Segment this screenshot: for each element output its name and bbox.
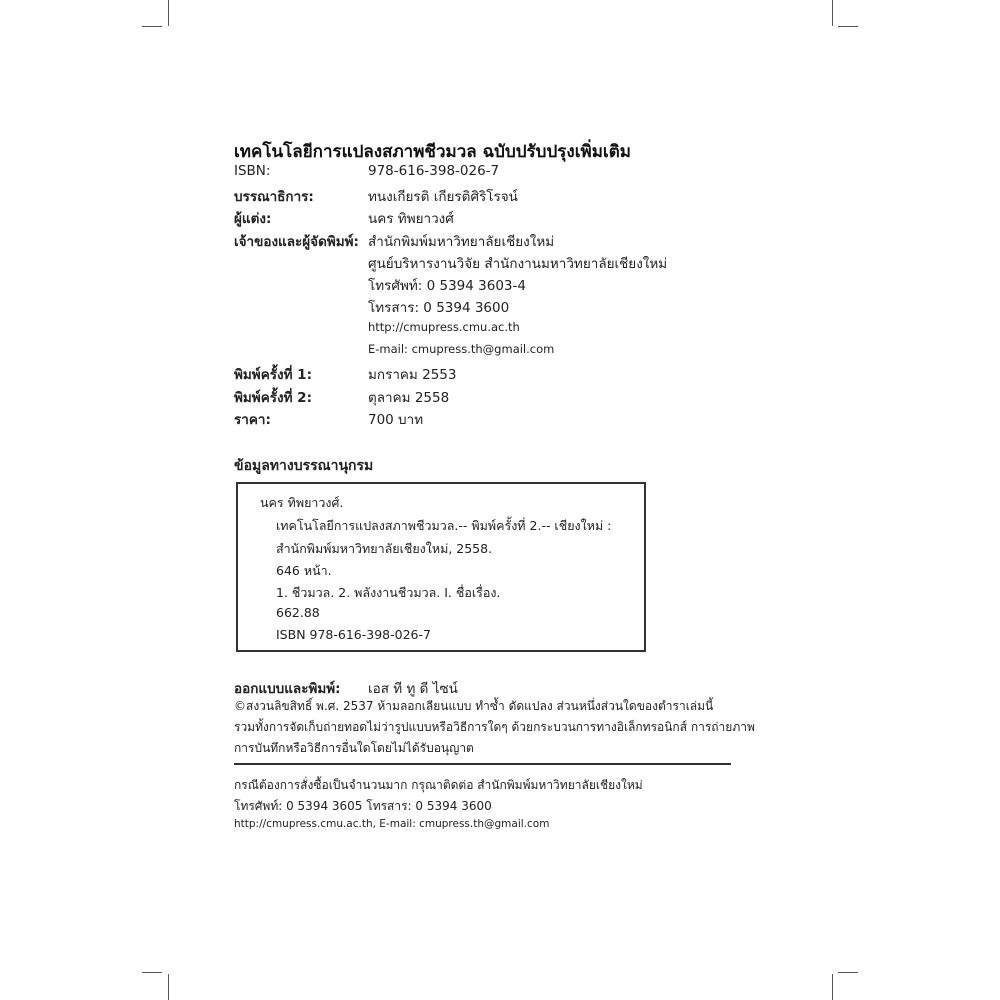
detail-label: ราคา: [234, 412, 271, 428]
catalog-line: เทคโนโลยีการแปลงสภาพชีวมวล.-- พิมพ์ครั้งที่ 2.-- เชียงใหม่ : [276, 518, 612, 533]
copyright-line: รวมทั้งการจัดเก็บถ่ายทอดไม่ว่ารูปแบบหรือวิธีการใดๆ ด้วยกระบวนการทางอิเล็กทรอนิกส์ การถ่ายภาพ [234, 720, 755, 734]
design-label: ออกแบบและพิมพ์: [234, 681, 341, 697]
detail-value: โทรศัพท์: 0 5394 3603-4 [368, 278, 526, 294]
detail-label: บรรณาธิการ: [234, 189, 314, 205]
detail-value: 978-616-398-026-7 [368, 163, 500, 179]
copyright-notice [234, 696, 755, 759]
catalog-line: สำนักพิมพ์มหาวิทยาลัยเชียงใหม่, 2558. [276, 541, 493, 556]
email-link[interactable]: E-mail: cmupress.th@gmail.com [368, 342, 555, 356]
order-info-line: กรณีต้องการสั่งซื้อเป็นจำนวนมาก กรุณาติดต่อ สำนักพิมพ์มหาวิทยาลัยเชียงใหม่ [234, 778, 643, 792]
crop-mark-bottom-left [168, 974, 169, 1000]
detail-value: ตุลาคม 2558 [368, 390, 450, 406]
detail-value: นคร ทิพยาวงศ์ [368, 211, 454, 227]
copyright-line: การบันทึกหรือวิธีการอื่นใดโดยไม่ได้รับอนุญาต [234, 741, 474, 755]
detail-value: 700 บาท [368, 412, 424, 428]
detail-label: พิมพ์ครั้งที่ 2: [234, 390, 312, 406]
detail-value: สำนักพิมพ์มหาวิทยาลัยเชียงใหม่ [368, 234, 555, 250]
order-contact-links[interactable]: http://cmupress.cmu.ac.th, E-mail: cmupress.th@gmail.com [234, 818, 550, 830]
catalog-line: นคร ทิพยาวงศ์. [260, 495, 344, 510]
crop-mark-bottom-right [832, 974, 833, 1000]
crop-mark-right-bottom [838, 972, 858, 973]
detail-label: ผู้แต่ง: [234, 211, 272, 227]
catalog-line: 662.88 [276, 605, 320, 620]
detail-value: โทรสาร: 0 5394 3600 [368, 300, 510, 316]
detail-value: ศูนย์บริหารงานวิจัย สำนักงานมหาวิทยาลัยเชียงใหม่ [368, 256, 668, 272]
detail-label: ISBN: [234, 163, 271, 179]
catalog-box [236, 482, 646, 652]
crop-mark-right-top [838, 26, 858, 27]
section-divider [234, 763, 731, 765]
design-value: เอส ที ทู ดี ไซน์ [368, 681, 458, 697]
catalog-line: 646 หน้า. [276, 563, 332, 578]
website-link[interactable]: http://cmupress.cmu.ac.th [368, 320, 520, 334]
catalog-line: 1. ชีวมวล. 2. พลังงานชีวมวล. I. ชื่อเรื่อง. [276, 585, 501, 600]
crop-mark-top-left [168, 0, 169, 26]
copyright-line: ©สงวนลิขสิทธิ์ พ.ศ. 2537 ห้ามลอกเลียนแบบ ทำซ้ำ ดัดแปลง ส่วนหนึ่งส่วนใดของตำราเล่มนี้ [234, 699, 714, 713]
book-title: เทคโนโลยีการแปลงสภาพชีวมวล ฉบับปรับปรุงเพิ่มเติม [234, 142, 631, 162]
crop-mark-top-right [832, 0, 833, 26]
crop-mark-left-top [142, 26, 162, 27]
detail-value: มกราคม 2553 [368, 367, 457, 383]
order-info-line: โทรศัพท์: 0 5394 3605 โทรสาร: 0 5394 3600 [234, 799, 492, 813]
detail-label: พิมพ์ครั้งที่ 1: [234, 367, 312, 383]
crop-mark-left-bottom [142, 972, 162, 973]
detail-label: เจ้าของและผู้จัดพิมพ์: [234, 234, 359, 250]
detail-value: ทนงเกียรติ เกียรติศิริโรจน์ [368, 189, 518, 205]
catalog-heading: ข้อมูลทางบรรณานุกรม [234, 458, 374, 474]
catalog-line: ISBN 978-616-398-026-7 [276, 627, 431, 642]
